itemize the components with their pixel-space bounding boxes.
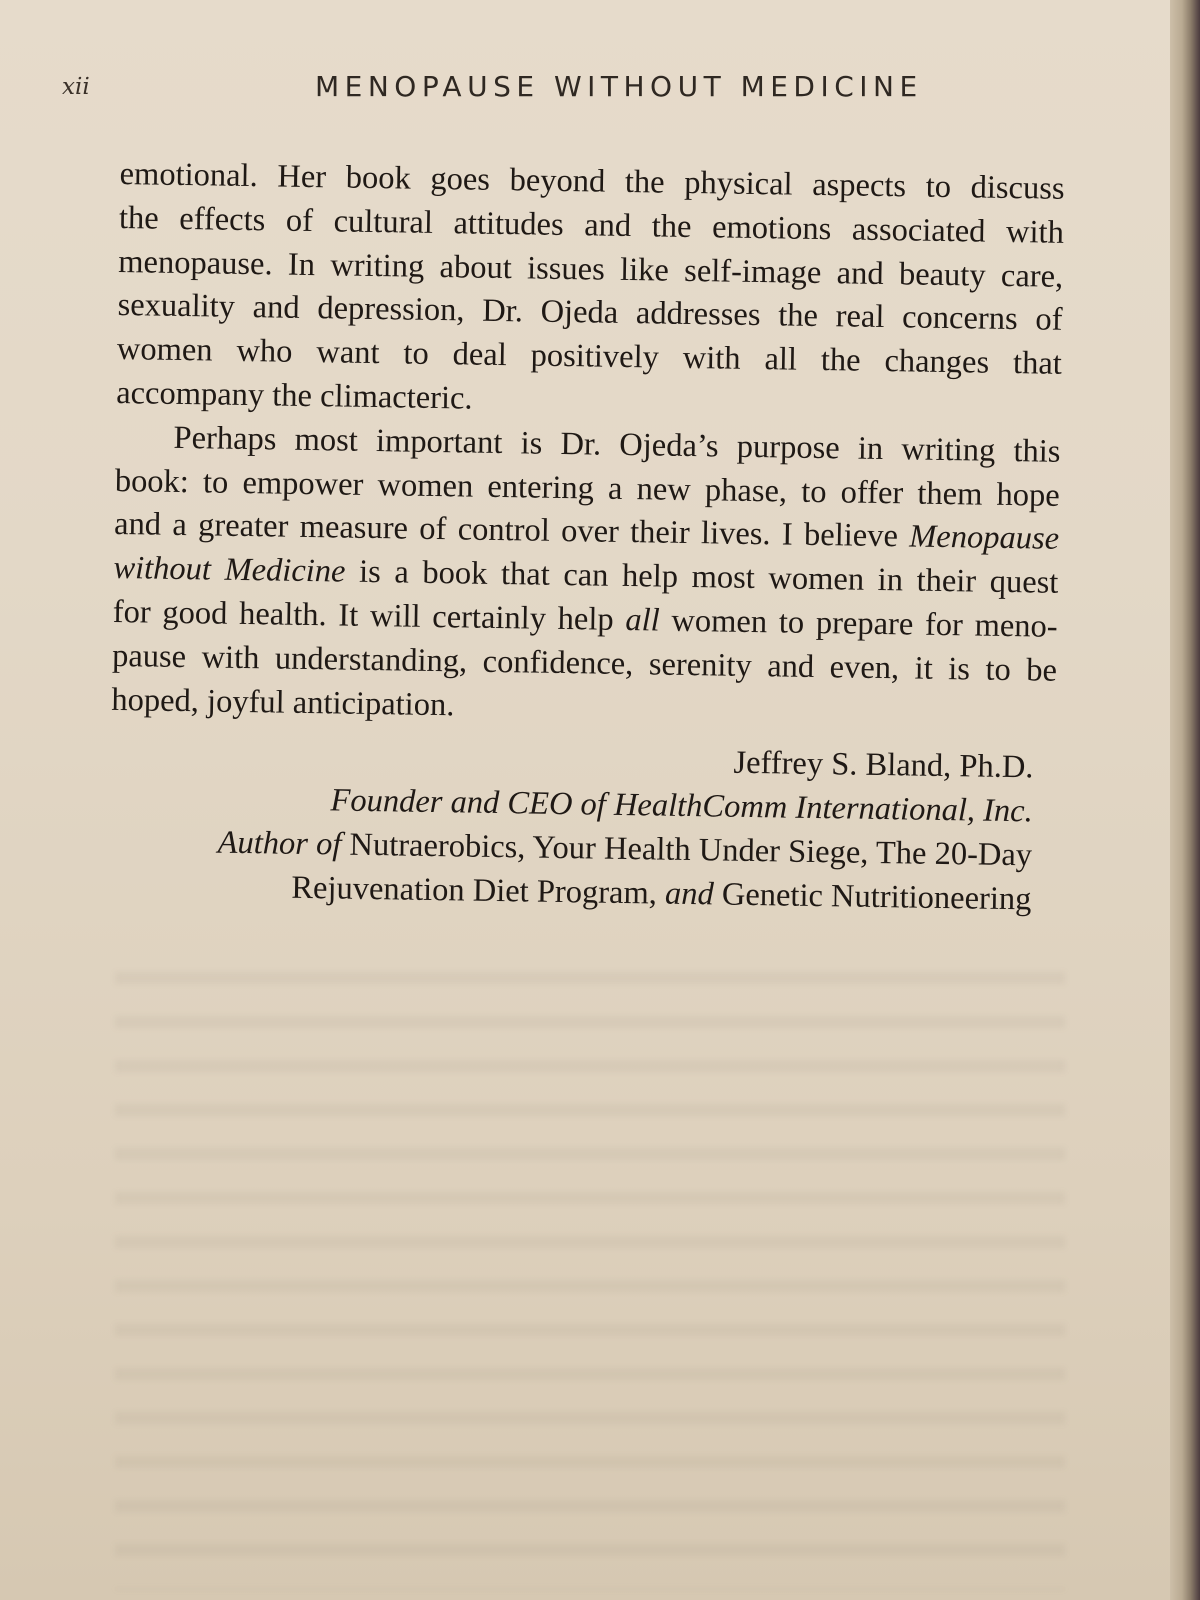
book-titles: Genetic Nutritioneering xyxy=(713,876,1032,918)
text-run: and a greater measure of control over their lives. I believe xyxy=(113,506,910,555)
signature-block xyxy=(108,732,1056,922)
author-prefix: Author of xyxy=(217,824,350,863)
book-titles: Rejuvenation Diet Program, xyxy=(291,869,666,912)
text-run: is a book that can help most women in their quest xyxy=(345,553,1059,601)
text-line: sexuality and depression, Dr. Ojeda addresses the real concerns of xyxy=(117,287,1063,339)
page-edge xyxy=(1170,0,1200,1600)
paragraph-1 xyxy=(116,153,1065,431)
running-title: MENOPAUSE WITHOUT MEDICINE xyxy=(315,70,923,103)
emphasis-all: all xyxy=(625,601,660,639)
running-head xyxy=(0,70,1170,110)
text-run: for good health. It will certainly help xyxy=(112,593,626,638)
text-line: book: to empower women entering a new phase, to offer them hope xyxy=(114,462,1061,514)
text-line: hoped, joyful anticipation. xyxy=(111,681,455,723)
text-line: Perhaps most important is Dr. Ojeda’s purpose in writing this xyxy=(173,419,1061,470)
text-line: emotional. Her book goes beyond the physical aspects to discuss xyxy=(119,155,1065,207)
text-run: women to prepare for meno- xyxy=(659,602,1058,645)
body-text xyxy=(108,153,1065,922)
text-line: accompany the climacteric. xyxy=(115,374,473,417)
author-name: Jeffrey S. Bland, Ph.D. xyxy=(733,745,1034,786)
conjunction-italic: and xyxy=(664,875,715,913)
book-title-italic: Menopause xyxy=(908,518,1060,558)
book-titles: Nutraerobics, Your Health Under Siege, The 20-Day xyxy=(349,826,1033,874)
text-line: the effects of cultural attitudes and the emotions associated with xyxy=(118,199,1065,251)
role-italic: Founder and CEO of HealthComm International, Inc. xyxy=(330,782,1034,830)
text-line: women who want to deal positively with all the changes that xyxy=(116,331,1063,383)
book-title-italic: without Medicine xyxy=(113,550,346,590)
text-line: pause with understanding, confidence, serenity and even, it is to be xyxy=(111,637,1058,689)
paragraph-2 xyxy=(111,416,1061,737)
page-number: xii xyxy=(62,74,90,100)
bleed-through-text xyxy=(115,950,1065,1590)
text-line: menopause. In writing about issues like self-image and beauty care, xyxy=(118,243,1064,295)
